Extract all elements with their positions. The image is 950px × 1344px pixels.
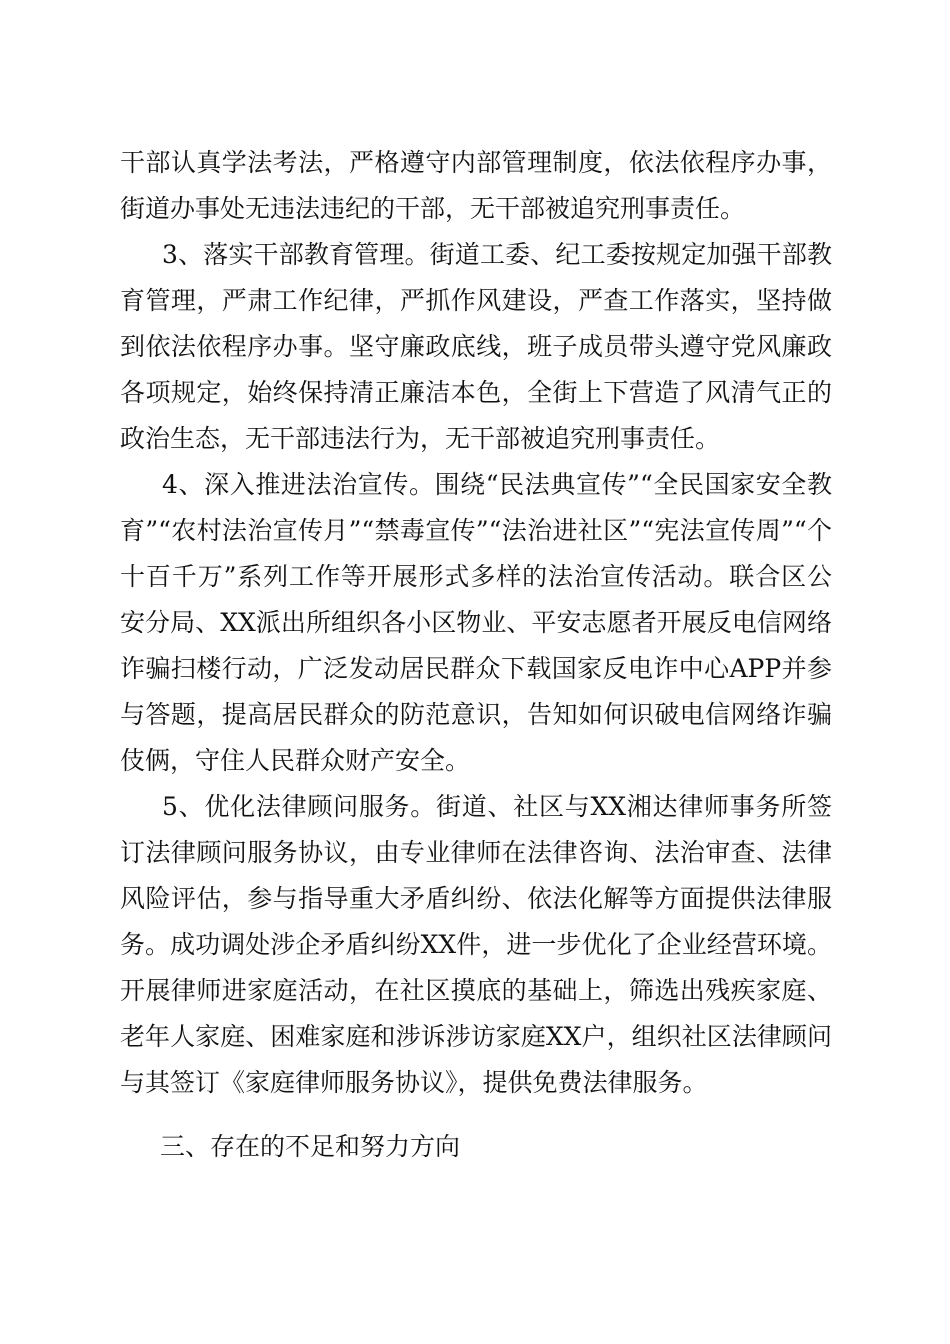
paragraph-legal-advisor: 5、优化法律顾问服务。街道、社区与XX湘达律师事务所签订法律顾问服务协议，由专业律师在法律咨询、法治审查、法律风险评估，参与指导重大矛盾纠纷、依法化解等方面提供法律服务。成功调处涉企矛盾纠纷XX件，进一步优化了企业经营环境。开展律师进家庭活动，在社区摸底的基础上，筛选出残疾家庭、老年人家庭、困难家庭和涉诉涉访家庭XX户，组织社区法律顾问与其签订《家庭律师服务协议》，提供免费法律服务。 bbox=[120, 792, 832, 1097]
paragraph-cadre-education: 3、落实干部教育管理。街道工委、纪工委按规定加强干部教育管理，严肃工作纪律，严抓作风建设，严查工作落实，坚持做到依法依程序办事。坚守廉政底线，班子成员带头遵守党风廉政各项规定，始终保持清正廉洁本色，全街上下营造了风清气正的政治生态，无干部违法行为，无干部被追究刑事责任。 bbox=[120, 240, 832, 453]
paragraph-continuation: 干部认真学法考法，严格遵守内部管理制度，依法依程序办事，街道办事处无违法违纪的干部，无干部被追究刑事责任。 bbox=[120, 148, 832, 223]
document-body bbox=[120, 140, 832, 1106]
paragraph-legal-publicity: 4、深入推进法治宣传。围绕“民法典宣传”“全民国家安全教育”“农村法治宣传月”“禁毒宣传”“法治进社区”“宪法宣传周”“个十百千万”系列工作等开展形式多样的法治宣传活动。联合区公安分局、XX派出所组织各小区物业、平安志愿者开展反电信网络诈骗扫楼行动，广泛发动居民群众下载国家反电诈中心APP并参与答题，提高居民群众的防范意识，告知如何识破电信网络诈骗伎俩，守住人民群众财产安全。 bbox=[120, 470, 832, 775]
section-heading: 三、存在的不足和努力方向 bbox=[160, 1132, 461, 1161]
